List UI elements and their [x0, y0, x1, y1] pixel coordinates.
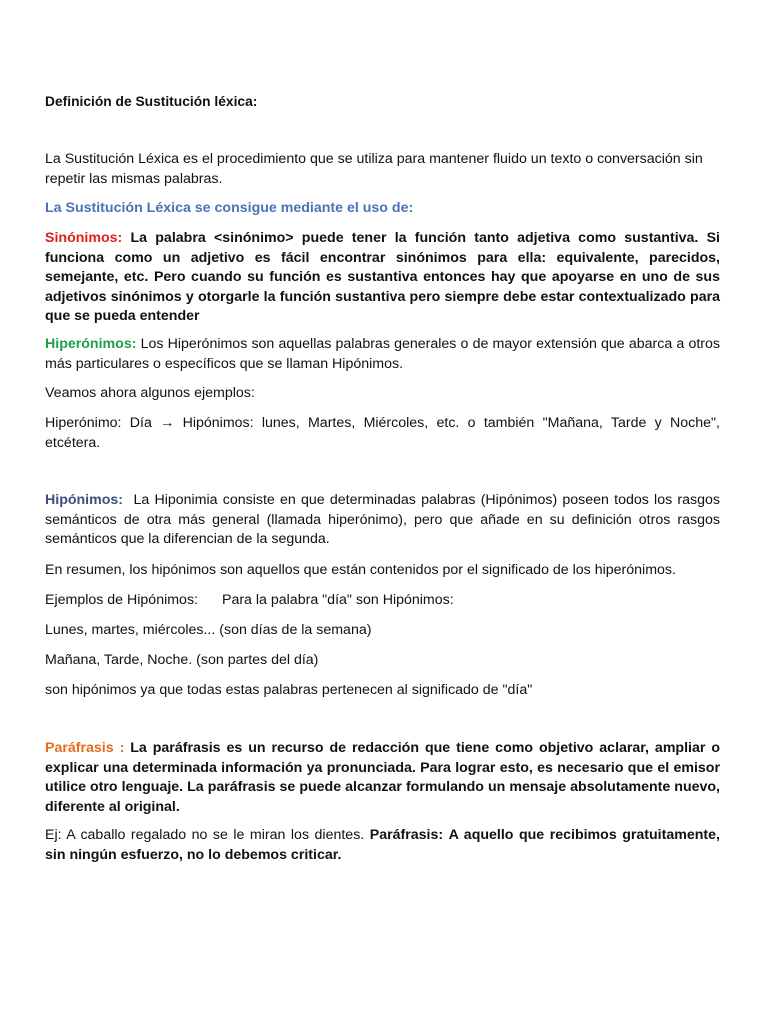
example-days: Lunes, martes, miércoles... (son días de la semana)	[45, 622, 372, 638]
ejemplos-label: Ejemplos de Hipónimos:	[45, 592, 198, 608]
hiponimos-label: Hipónimos:	[45, 492, 124, 508]
parafrasis-paragraph	[45, 739, 720, 817]
hiponimos-paragraph	[45, 491, 720, 550]
example-conclusion: son hipónimos ya que todas estas palabras pertenecen al significado de "día"	[45, 682, 533, 698]
ejemplos-line	[45, 591, 720, 611]
resumen-line: En resumen, los hipónimos son aquellos que están contenidos por el significado de los hiperónimos.	[45, 562, 676, 578]
hiperonimo-example: Hiperónimo: Día → Hipónimos: lunes, Martes, Miércoles, etc. o también "Mañana, Tarde y Noche", etcétera.	[45, 415, 720, 451]
example-parts: Mañana, Tarde, Noche. (son partes del día)	[45, 652, 319, 668]
subheading: La Sustitución Léxica se consigue mediante el uso de:	[45, 200, 414, 216]
hiperonimos-paragraph	[45, 335, 720, 374]
parafrasis-text: La paráfrasis es un recurso de redacción que tiene como objetivo aclarar, ampliar o explicar una determinada información ya pronunciada. Para lograr esto, es necesario que el emisor utilice otro lenguaje. La paráfrasis se puede alcanzar formulando un mensaje absolutamente nuevo, diferente al original.	[45, 740, 721, 815]
parafrasis-label: Paráfrasis :	[45, 740, 125, 756]
hiperonimos-text: Los Hiperónimos son aquellas palabras generales o de mayor extensión que abarca a otros más particulares o específicos que se llaman Hipónimos.	[45, 336, 720, 372]
ej-text: Ej: A caballo regalado no se le miran los dientes.	[45, 827, 365, 843]
parafrasis-example	[45, 826, 720, 865]
sinonimos-label: Sinónimos:	[45, 230, 123, 246]
doc-title: Definición de Sustitución léxica:	[45, 94, 258, 109]
ej-bold: A aquello que recibimos gratuitamente, sin ningún esfuerzo, no lo debemos criticar.	[45, 827, 720, 863]
hiponimos-text: La Hiponimia consiste en que determinadas palabras (Hipónimos) poseen todos los rasgos semánticos de otra más general (llamada hiperónimo), pero que añade en su definición otros rasgos semánticos que la diferencian de la segunda.	[45, 492, 720, 547]
hiperonimos-label: Hiperónimos:	[45, 336, 137, 352]
intro-paragraph: La Sustitución Léxica es el procedimiento que se utiliza para mantener fluido un texto o conversación sin repetir las mismas palabras.	[45, 151, 703, 187]
ej-label: Paráfrasis:	[369, 827, 444, 843]
veamos-line: Veamos ahora algunos ejemplos:	[45, 385, 255, 401]
sinonimos-paragraph	[45, 229, 720, 327]
sinonimos-text: La palabra <sinónimo> puede tener la función tanto adjetiva como sustantiva. Si funciona como un adjetivo es fácil encontrar sinónimos para ella: equivalente, parecidos, semejante, etc. Pero cuando su función es sustantiva entonces hay que apoyarse en uno de sus adjetivos sinónimos y otorgarle la función sustantiva pero siempre debe estar contextualizado para que se pueda entender	[45, 230, 720, 324]
ejemplos-text: Para la palabra "día" son Hipónimos:	[221, 592, 454, 608]
